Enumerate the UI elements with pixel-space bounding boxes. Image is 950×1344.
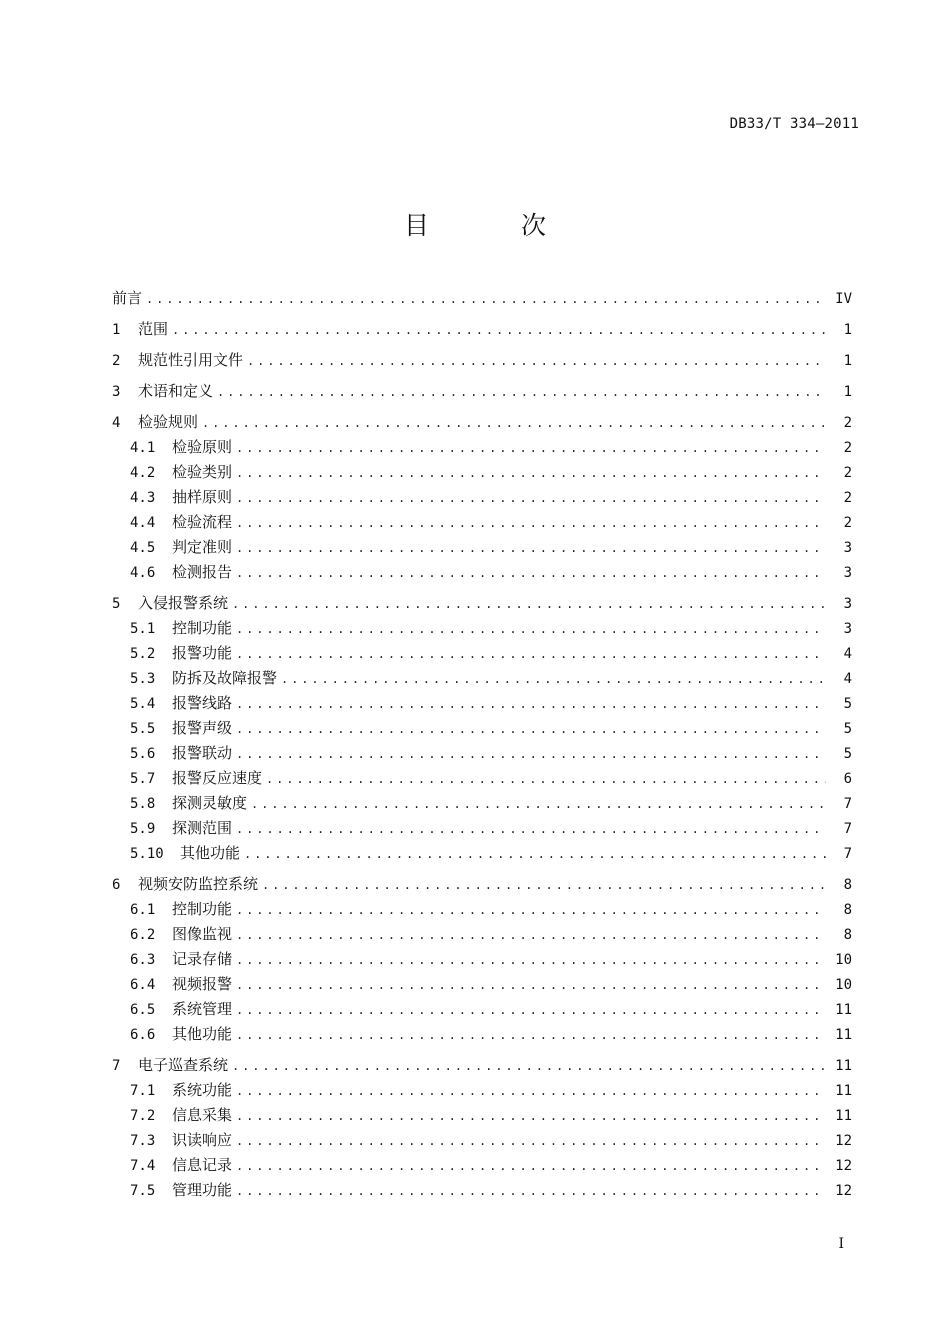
- toc-entry-page: 3: [843, 621, 852, 637]
- toc-entry-page: 2: [843, 415, 852, 431]
- toc-entry-number: 4: [112, 415, 121, 431]
- toc-entry-page: 12: [835, 1183, 852, 1199]
- toc-entry-subsection[interactable]: [112, 1078, 852, 1103]
- toc-entry-page: 7: [843, 821, 852, 837]
- toc-entry-subsection[interactable]: [112, 691, 852, 716]
- toc-entry-subsection[interactable]: [112, 535, 852, 560]
- toc-entry-subsection[interactable]: [112, 1022, 852, 1047]
- toc-entry-label: 记录存储: [172, 950, 233, 968]
- toc-entry-label: 识读响应: [172, 1131, 233, 1149]
- toc-entry-label: 控制功能: [172, 619, 233, 637]
- toc-entry-subsection[interactable]: [112, 616, 852, 641]
- toc-entry-section[interactable]: [112, 410, 852, 435]
- toc-entry-subsection[interactable]: [112, 972, 852, 997]
- toc-entry-number: 5.9: [130, 821, 156, 837]
- toc-leader-dots: [236, 617, 826, 642]
- toc-leader-dots: [281, 667, 826, 692]
- toc-entry-page: 8: [843, 877, 852, 893]
- toc-entry-label: 管理功能: [172, 1181, 233, 1199]
- toc-entry-page: 11: [835, 1058, 852, 1074]
- toc-entry-page: 12: [835, 1158, 852, 1174]
- toc-entry-number: 6.4: [130, 977, 156, 993]
- toc-entry-number: 5.6: [130, 746, 156, 762]
- toc-leader-dots: [244, 842, 826, 867]
- toc-entry-number: 6.2: [130, 927, 156, 943]
- toc-entry-page: 10: [835, 977, 852, 993]
- toc-entry-subsection[interactable]: [112, 716, 852, 741]
- toc-entry-page: 2: [843, 440, 852, 456]
- toc-entry-number: 4.3: [130, 490, 156, 506]
- toc-leader-dots: [236, 692, 826, 717]
- toc-entry-page: 12: [835, 1133, 852, 1149]
- toc-entry-label: 报警线路: [172, 694, 233, 712]
- toc-entry-label: 电子巡查系统: [138, 1056, 229, 1074]
- toc-entry-page: 3: [843, 565, 852, 581]
- toc-entry-label: 检验规则: [138, 413, 199, 431]
- toc-leader-dots: [236, 1179, 826, 1204]
- page-title: 目 次: [404, 211, 588, 240]
- toc-entry-section[interactable]: [112, 348, 852, 373]
- toc-entry-subsection[interactable]: [112, 666, 852, 691]
- toc-entry-subsection[interactable]: [112, 485, 852, 510]
- toc-leader-dots: [236, 1023, 826, 1048]
- toc-entry-label: 信息记录: [172, 1156, 233, 1174]
- toc-leader-dots: [236, 486, 826, 511]
- toc-entry-page: 8: [843, 902, 852, 918]
- toc-entry-label: 报警声级: [172, 719, 233, 737]
- toc-leader-dots: [236, 1129, 826, 1154]
- toc-leader-dots: [236, 561, 826, 586]
- toc-entry-label: 图像监视: [172, 925, 233, 943]
- toc-leader-dots: [236, 536, 826, 561]
- toc-entry-label: 防拆及故障报警: [172, 669, 278, 687]
- toc-leader-dots: [266, 767, 826, 792]
- toc-leader-dots: [232, 592, 826, 617]
- toc-entry-number: 5.10: [130, 846, 164, 862]
- toc-entry-page: 6: [843, 771, 852, 787]
- toc-entry-number: 5.2: [130, 646, 156, 662]
- toc-entry-label: 报警反应速度: [172, 769, 263, 787]
- toc-entry-subsection[interactable]: [112, 922, 852, 947]
- toc-entry-section[interactable]: [112, 872, 852, 897]
- toc-entry-label: 视频报警: [172, 975, 233, 993]
- table-of-contents: [112, 286, 852, 1203]
- toc-leader-dots: [236, 923, 826, 948]
- toc-leader-dots: [251, 792, 826, 817]
- toc-leader-dots: [236, 1079, 826, 1104]
- toc-entry-label: 判定准则: [172, 538, 233, 556]
- toc-entry-number: 5.7: [130, 771, 156, 787]
- toc-entry-number: 2: [112, 353, 121, 369]
- toc-entry-number: 6: [112, 877, 121, 893]
- toc-entry-page: 10: [835, 952, 852, 968]
- toc-entry-subsection[interactable]: [112, 1103, 852, 1128]
- toc-entry-subsection[interactable]: [112, 997, 852, 1022]
- toc-entry-page: 2: [843, 490, 852, 506]
- toc-entry-label: 入侵报警系统: [138, 594, 229, 612]
- toc-entry-number: 4.5: [130, 540, 156, 556]
- toc-entry-page: 3: [843, 596, 852, 612]
- toc-entry-label: 抽样原则: [172, 488, 233, 506]
- toc-entry-subsection[interactable]: [112, 841, 852, 866]
- toc-entry-number: 1: [112, 322, 121, 338]
- toc-entry-number: 5: [112, 596, 121, 612]
- toc-entry-number: 7.2: [130, 1108, 156, 1124]
- toc-leader-dots: [236, 948, 826, 973]
- toc-entry-number: 6.6: [130, 1027, 156, 1043]
- toc-leader-dots: [232, 1054, 826, 1079]
- toc-leader-dots: [262, 873, 826, 898]
- toc-entry-page: 4: [843, 646, 852, 662]
- toc-entry-page: 5: [843, 721, 852, 737]
- toc-entry-number: 5.4: [130, 696, 156, 712]
- toc-entry-page: 2: [843, 465, 852, 481]
- toc-entry-label: 检验流程: [172, 513, 233, 531]
- toc-entry-number: 7: [112, 1058, 121, 1074]
- toc-entry-subsection[interactable]: [112, 791, 852, 816]
- toc-entry-page: 11: [835, 1027, 852, 1043]
- toc-leader-dots: [172, 318, 826, 343]
- toc-entry-label: 视频安防监控系统: [138, 875, 259, 893]
- toc-leader-dots: [236, 461, 826, 486]
- toc-entry-section[interactable]: [112, 379, 852, 404]
- toc-entry-subsection[interactable]: [112, 741, 852, 766]
- toc-entry-label: 探测范围: [172, 819, 233, 837]
- toc-entry-subsection[interactable]: [112, 1178, 852, 1203]
- toc-entry-number: 5.5: [130, 721, 156, 737]
- toc-entry-label: 系统功能: [172, 1081, 233, 1099]
- toc-leader-dots: [236, 717, 826, 742]
- toc-leader-dots: [236, 436, 826, 461]
- toc-leader-dots: [236, 742, 826, 767]
- toc-entry-label: 系统管理: [172, 1000, 233, 1018]
- toc-entry-subsection[interactable]: [112, 947, 852, 972]
- toc-leader-dots: [236, 1154, 826, 1179]
- toc-entry-number: 7.5: [130, 1183, 156, 1199]
- toc-entry-label: 探测灵敏度: [172, 794, 248, 812]
- toc-entry-subsection[interactable]: [112, 560, 852, 585]
- toc-entry-label: 检测报告: [172, 563, 233, 581]
- toc-entry-number: 3: [112, 384, 121, 400]
- toc-entry-label: 前言: [112, 289, 143, 307]
- toc-entry-label: 信息采集: [172, 1106, 233, 1124]
- toc-entry-subsection[interactable]: [112, 897, 852, 922]
- toc-entry-label: 检验类别: [172, 463, 233, 481]
- toc-entry-subsection[interactable]: [112, 460, 852, 485]
- toc-leader-dots: [236, 642, 826, 667]
- toc-entry-label: 报警联动: [172, 744, 233, 762]
- toc-leader-dots: [217, 380, 826, 405]
- toc-entry-number: 4.1: [130, 440, 156, 456]
- toc-entry-section[interactable]: [112, 591, 852, 616]
- toc-entry-label: 报警功能: [172, 644, 233, 662]
- toc-entry-subsection[interactable]: [112, 435, 852, 460]
- toc-entry-number: 7.1: [130, 1083, 156, 1099]
- toc-entry-subsection[interactable]: [112, 1153, 852, 1178]
- toc-entry-page: 1: [843, 384, 852, 400]
- toc-entry-page: 1: [843, 353, 852, 369]
- toc-entry-number: 4.6: [130, 565, 156, 581]
- toc-entry-number: 7.4: [130, 1158, 156, 1174]
- toc-entry-page: 8: [843, 927, 852, 943]
- footer-page-number: I: [838, 1236, 844, 1252]
- toc-entry-page: 11: [835, 1108, 852, 1124]
- toc-leader-dots: [236, 898, 826, 923]
- toc-entry-page: 11: [835, 1083, 852, 1099]
- toc-entry-subsection[interactable]: [112, 510, 852, 535]
- toc-entry-subsection[interactable]: [112, 766, 852, 791]
- toc-entry-number: 6.1: [130, 902, 156, 918]
- toc-leader-dots: [236, 511, 826, 536]
- toc-leader-dots: [236, 998, 826, 1023]
- toc-leader-dots: [202, 411, 826, 436]
- toc-entry-label: 术语和定义: [138, 382, 214, 400]
- toc-leader-dots: [146, 287, 826, 312]
- toc-entry-label: 其他功能: [180, 844, 241, 862]
- toc-entry-page: 7: [843, 796, 852, 812]
- toc-entry-page: 1: [843, 322, 852, 338]
- toc-entry-subsection[interactable]: [112, 816, 852, 841]
- toc-leader-dots: [247, 349, 826, 374]
- toc-entry-section[interactable]: [112, 317, 852, 342]
- toc-entry-page: 2: [843, 515, 852, 531]
- toc-entry-number: 4.2: [130, 465, 156, 481]
- toc-entry-page: 7: [843, 846, 852, 862]
- toc-entry-label: 其他功能: [172, 1025, 233, 1043]
- toc-entry-number: 7.3: [130, 1133, 156, 1149]
- toc-entry-number: 5.1: [130, 621, 156, 637]
- standard-code: DB33/T 334—2011: [729, 116, 859, 132]
- toc-entry-page: 4: [843, 671, 852, 687]
- toc-entry-section[interactable]: [112, 286, 852, 311]
- toc-entry-subsection[interactable]: [112, 1128, 852, 1153]
- toc-entry-page: IV: [835, 291, 852, 307]
- toc-entry-page: 5: [843, 746, 852, 762]
- toc-entry-page: 5: [843, 696, 852, 712]
- toc-entry-label: 控制功能: [172, 900, 233, 918]
- toc-entry-number: 5.8: [130, 796, 156, 812]
- toc-leader-dots: [236, 973, 826, 998]
- toc-entry-number: 5.3: [130, 671, 156, 687]
- toc-entry-number: 6.5: [130, 1002, 156, 1018]
- toc-entry-page: 3: [843, 540, 852, 556]
- toc-entry-number: 6.3: [130, 952, 156, 968]
- toc-entry-subsection[interactable]: [112, 641, 852, 666]
- toc-entry-label: 规范性引用文件: [138, 351, 244, 369]
- toc-entry-number: 4.4: [130, 515, 156, 531]
- toc-entry-label: 范围: [138, 320, 169, 338]
- toc-leader-dots: [236, 817, 826, 842]
- toc-entry-section[interactable]: [112, 1053, 852, 1078]
- toc-entry-page: 11: [835, 1002, 852, 1018]
- toc-leader-dots: [236, 1104, 826, 1129]
- toc-entry-label: 检验原则: [172, 438, 233, 456]
